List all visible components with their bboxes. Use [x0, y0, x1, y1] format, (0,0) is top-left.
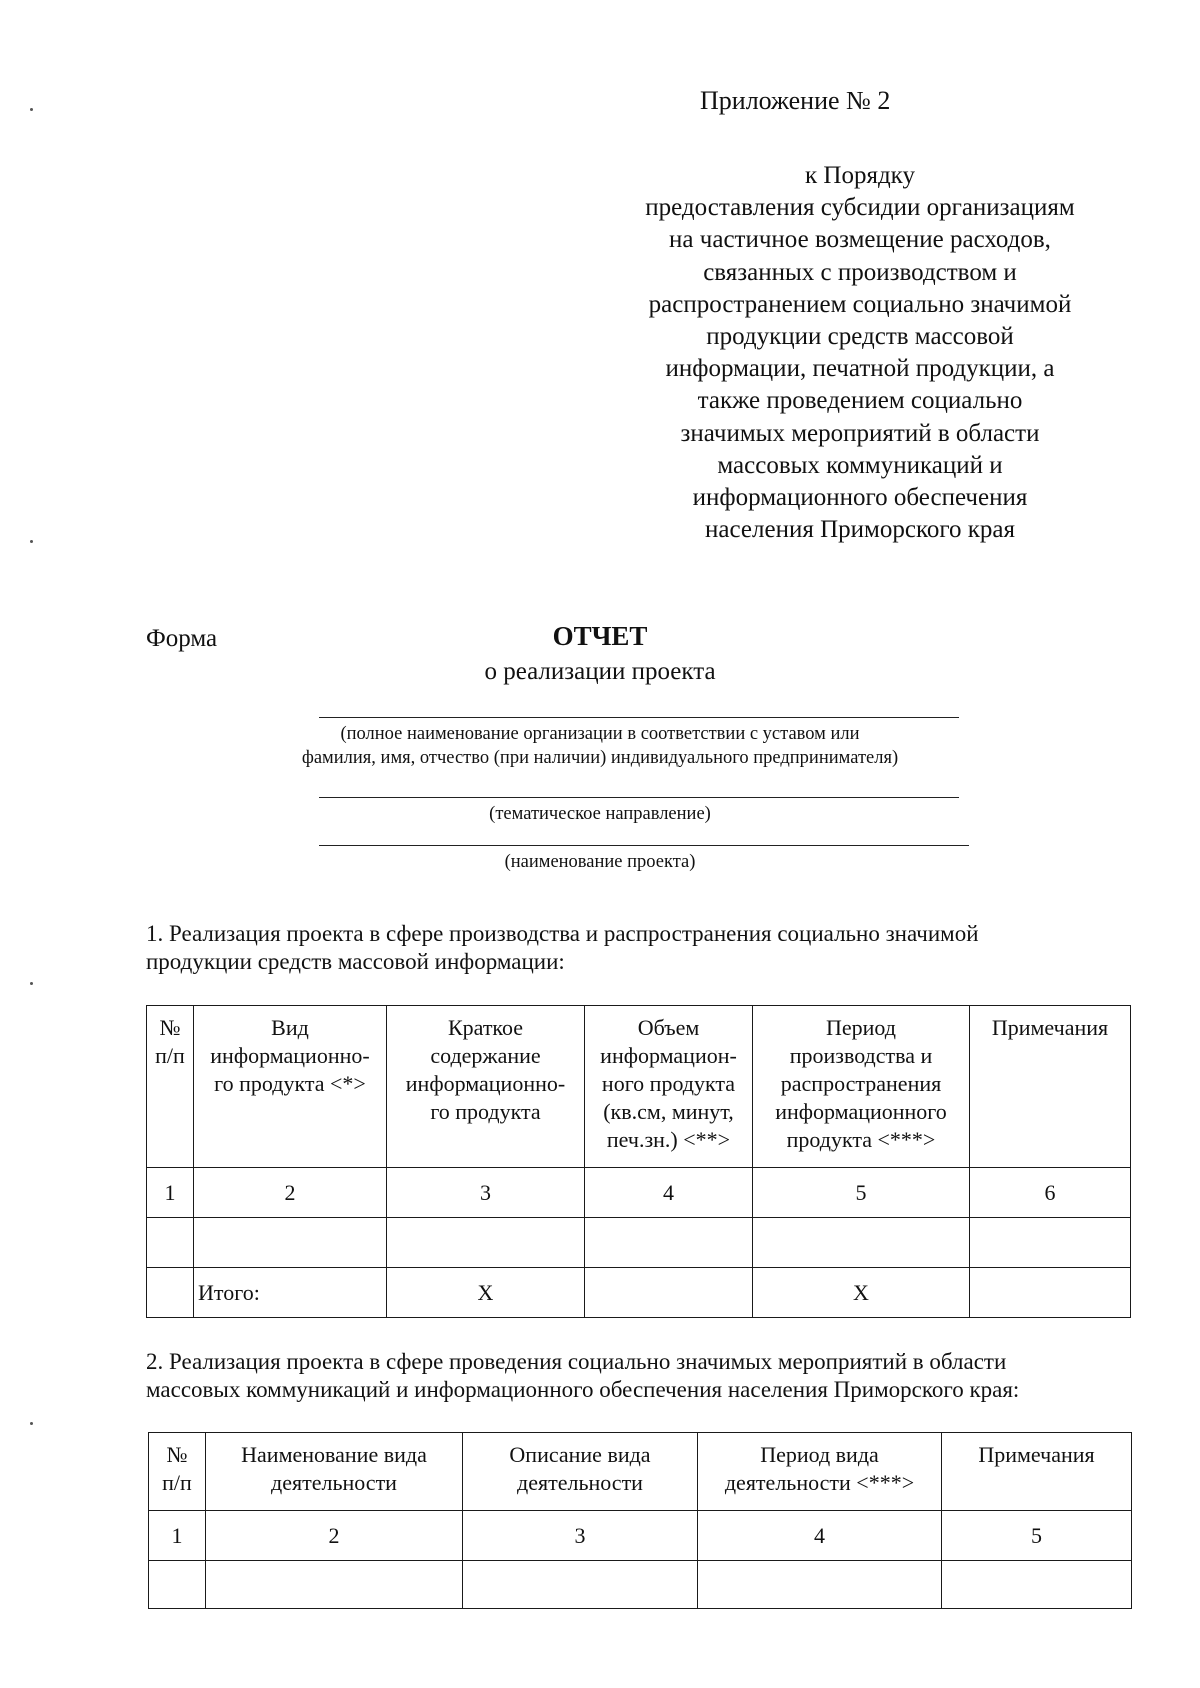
section2-heading	[146, 1348, 1128, 1404]
column-number: 5	[753, 1168, 970, 1218]
scan-speck	[30, 540, 33, 543]
header-cell-notes	[970, 1006, 1131, 1168]
scan-speck	[30, 1422, 33, 1425]
header-text: деятельности <***>	[724, 1470, 915, 1495]
header-text: информацион-	[600, 1043, 737, 1068]
column-number: 1	[149, 1511, 206, 1561]
header-cell-summary	[387, 1006, 585, 1168]
section1-table	[146, 1005, 1131, 1318]
report-title: ОТЧЕТ	[552, 621, 648, 651]
column-number: 2	[194, 1168, 387, 1218]
appendix-line: информации, печатной продукции, а	[665, 355, 1055, 383]
organization-caption-line: (полное наименование организации в соответствии с уставом или	[340, 724, 860, 744]
empty-cell[interactable]	[149, 1561, 206, 1609]
empty-cell[interactable]	[585, 1218, 753, 1268]
organization-caption-line: фамилия, имя, отчество (при наличии) индивидуального предпринимателя)	[301, 748, 899, 768]
empty-cell[interactable]	[942, 1561, 1132, 1609]
header-cell-activity-name	[206, 1433, 463, 1511]
header-text: деятельности	[517, 1470, 643, 1495]
header-text: ного продукта	[601, 1071, 736, 1096]
empty-cell[interactable]	[387, 1218, 585, 1268]
project-name-line[interactable]	[319, 845, 969, 846]
organization-caption	[0, 722, 1200, 770]
total-mark: Х	[753, 1268, 970, 1318]
column-number-row	[147, 1168, 1131, 1218]
project-caption: (наименование проекта)	[504, 852, 696, 872]
header-text: содержание	[430, 1043, 541, 1068]
empty-cell[interactable]	[206, 1561, 463, 1609]
organization-name-line[interactable]	[319, 717, 959, 718]
header-text: п/п	[162, 1470, 192, 1495]
header-text: Примечания	[991, 1015, 1109, 1040]
header-text: Вид	[271, 1015, 309, 1040]
header-text: №	[159, 1015, 181, 1040]
appendix-line: распространением социально значимой	[648, 290, 1072, 318]
header-text: п/п	[155, 1043, 185, 1068]
column-number: 3	[463, 1511, 698, 1561]
header-cell-number	[147, 1006, 194, 1168]
column-number-row	[149, 1511, 1132, 1561]
empty-cell[interactable]	[463, 1561, 698, 1609]
header-text: деятельности	[271, 1470, 397, 1495]
empty-cell[interactable]	[753, 1218, 970, 1268]
header-text: го продукта <*>	[214, 1071, 366, 1096]
header-text: Период вида	[760, 1442, 879, 1467]
header-cell-notes	[942, 1433, 1132, 1511]
column-number: 5	[942, 1511, 1132, 1561]
column-number: 2	[206, 1511, 463, 1561]
report-subtitle: о реализации проекта	[484, 658, 716, 685]
appendix-line: предоставления субсидии организациям	[645, 194, 1075, 222]
empty-cell[interactable]	[194, 1218, 387, 1268]
table-row	[149, 1561, 1132, 1609]
header-text: Описание вида	[509, 1442, 651, 1467]
section1-heading-line: 1. Реализация проекта в сфере производства и распространения социально значимой	[146, 921, 979, 946]
form-label: Форма	[146, 625, 218, 652]
empty-cell[interactable]	[147, 1268, 194, 1318]
header-text: Примечания	[978, 1442, 1095, 1467]
table-header-row	[149, 1433, 1132, 1511]
column-number: 4	[698, 1511, 942, 1561]
header-text: Наименование вида	[241, 1442, 427, 1467]
header-cell-number	[149, 1433, 206, 1511]
scan-speck	[30, 108, 33, 111]
empty-cell[interactable]	[147, 1218, 194, 1268]
column-number: 6	[970, 1168, 1131, 1218]
header-text: продукта <***>	[786, 1127, 936, 1152]
header-text: го продукта	[430, 1099, 541, 1124]
empty-cell[interactable]	[585, 1268, 753, 1318]
header-text: Объем	[637, 1015, 700, 1040]
column-number: 1	[147, 1168, 194, 1218]
header-cell-volume	[585, 1006, 753, 1168]
appendix-line: населения Приморского края	[705, 516, 1015, 544]
header-cell-period	[753, 1006, 970, 1168]
header-text: (кв.см, минут,	[603, 1099, 734, 1124]
appendix-title: Приложение № 2	[700, 86, 891, 115]
header-text: №	[166, 1442, 188, 1467]
scan-speck	[30, 982, 33, 985]
empty-cell[interactable]	[970, 1268, 1131, 1318]
header-cell-activity-period	[698, 1433, 942, 1511]
header-text: распространения	[780, 1071, 942, 1096]
theme-line[interactable]	[319, 797, 959, 798]
section1-heading-line: продукции средств массовой информации:	[146, 949, 565, 974]
column-number: 4	[585, 1168, 753, 1218]
total-label: Итого:	[194, 1268, 387, 1318]
header-text: производства и	[789, 1043, 933, 1068]
empty-cell[interactable]	[698, 1561, 942, 1609]
empty-cell[interactable]	[970, 1218, 1131, 1268]
section1-heading	[146, 920, 1128, 976]
section2-heading-line: 2. Реализация проекта в сфере проведения социально значимых мероприятий в области	[146, 1349, 1007, 1374]
appendix-line: информационного обеспечения	[692, 484, 1028, 512]
section2-heading-line: массовых коммуникаций и информационного обеспечения населения Приморского края:	[146, 1377, 1020, 1402]
header-text: Период	[826, 1015, 896, 1040]
header-text: Краткое	[447, 1015, 524, 1040]
header-cell-product-type	[194, 1006, 387, 1168]
total-row	[147, 1268, 1131, 1318]
appendix-reference	[600, 160, 1120, 546]
table-row	[147, 1218, 1131, 1268]
header-text: информационного	[775, 1099, 947, 1124]
section2-table	[148, 1432, 1132, 1609]
header-text: печ.зн.) <**>	[606, 1127, 731, 1152]
column-number: 3	[387, 1168, 585, 1218]
theme-caption: (тематическое направление)	[489, 804, 711, 824]
header-text: информационно-	[210, 1043, 370, 1068]
header-text: информационно-	[405, 1071, 566, 1096]
appendix-line: связанных с производством и	[703, 258, 1017, 286]
table-header-row	[147, 1006, 1131, 1168]
appendix-line: продукции средств массовой	[706, 323, 1014, 351]
appendix-line: к Порядку	[805, 162, 915, 189]
appendix-line: массовых коммуникаций и	[717, 451, 1003, 479]
total-mark: Х	[387, 1268, 585, 1318]
header-cell-activity-description	[463, 1433, 698, 1511]
appendix-line: также проведением социально	[697, 387, 1023, 415]
appendix-line: значимых мероприятий в области	[680, 419, 1040, 447]
appendix-line: на частичное возмещение расходов,	[669, 226, 1051, 254]
